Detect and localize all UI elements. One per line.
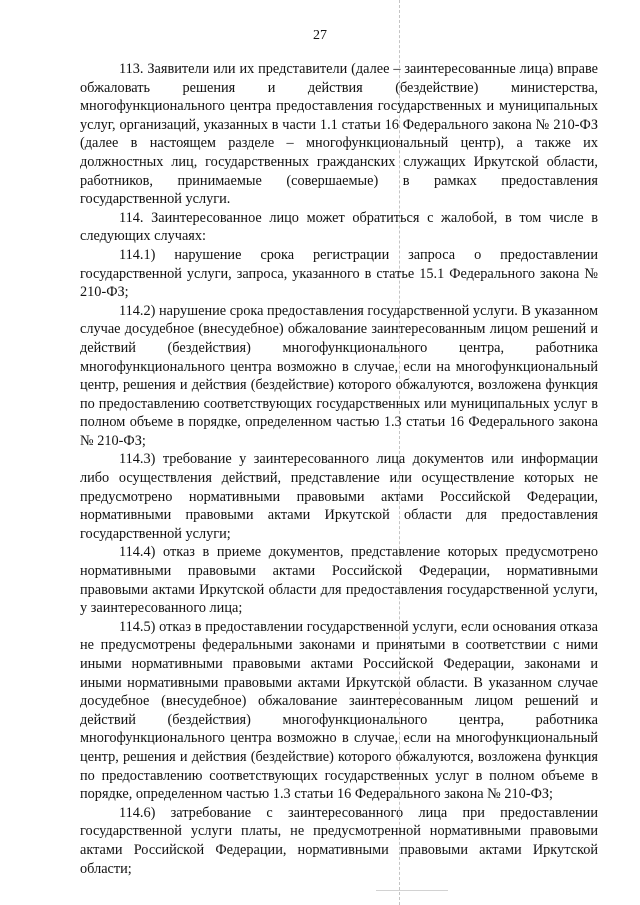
paragraph-114-4: 114.4) отказ в приеме документов, представление которых предусмотрено нормативными правовыми актами Российской Федерации, нормативными правовыми актами Иркутской области для предоставления государственной услуги, у заинтересованного лица;: [80, 544, 598, 617]
paragraph-114: 114. Заинтересованное лицо может обратиться с жалобой, в том числе в следующих случаях:: [80, 209, 598, 245]
page-number: 27: [313, 28, 327, 43]
paragraph-114-5: 114.5) отказ в предоставлении государственной услуги, если основания отказа не предусмотрены федеральными законами и принятыми в соответствии с ними иными нормативными правовыми актами Российской Федерации, законами и иными нормативными правовыми актами Иркутской области. В указанном случае досудебное (внесудебное) обжалование заинтересованным лицом решений и действий (бездействия) многофункционального центра, работника многофункционального центра возможно в случае, если на многофункциональный центр, решения и действия (бездействие) которого обжалуются, возложена функция по предоставлению соответствующих государственных услуг в полном объеме в порядке, определенном частью 1.3 статьи 16 Федерального закона № 210-ФЗ;: [80, 618, 598, 803]
paragraph-114-2: 114.2) нарушение срока предоставления государственной услуги. В указанном случае досудебное (внесудебное) обжалование заинтересованным лицом решений и действий (бездействия) многофункционального центра, работника многофункционального центра возможно в случае, если на многофункциональный центр, решения и действия (бездействие) которого обжалуются, возложена функция по предоставлению соответствующих государственных или муниципальных услуг в полном объеме в порядке, определенном частью 1.3 статьи 16 Федерального закона № 210-ФЗ;: [80, 302, 598, 449]
paragraph-114-3: 114.3) требование у заинтересованного лица документов или информации либо осуществления действий, представление или осуществление которых не предусмотрено нормативными правовыми актами Российской Федерации, нормативными правовыми актами Иркутской области для предоставления государственной услуги;: [80, 451, 598, 542]
document-body: [80, 60, 598, 878]
scan-edge-mark: [376, 890, 448, 891]
paragraph-114-1: 114.1) нарушение срока регистрации запроса о предоставлении государственной услуги, запроса, указанного в статье 15.1 Федерального закона № 210-ФЗ;: [80, 246, 598, 301]
paragraph-113: 113. Заявители или их представители (далее – заинтересованные лица) вправе обжаловать решения и действия (бездействие) министерства, многофункционального центра предоставления государственных и муниципальных услуг, организаций, указанных в части 1.1 статьи 16 Федерального закона № 210-ФЗ (далее в настоящем разделе – многофункциональный центр), а также их должностных лиц, государственных гражданских служащих Иркутской области, работников, принимаемые (совершаемые) в рамках предоставления государственной услуги.: [80, 61, 598, 208]
paragraph-114-6: 114.6) затребование с заинтересованного лица при предоставлении государственной услуги платы, не предусмотренной нормативными правовыми актами Российской Федерации, нормативными правовыми актами Иркутской области;: [80, 804, 598, 877]
